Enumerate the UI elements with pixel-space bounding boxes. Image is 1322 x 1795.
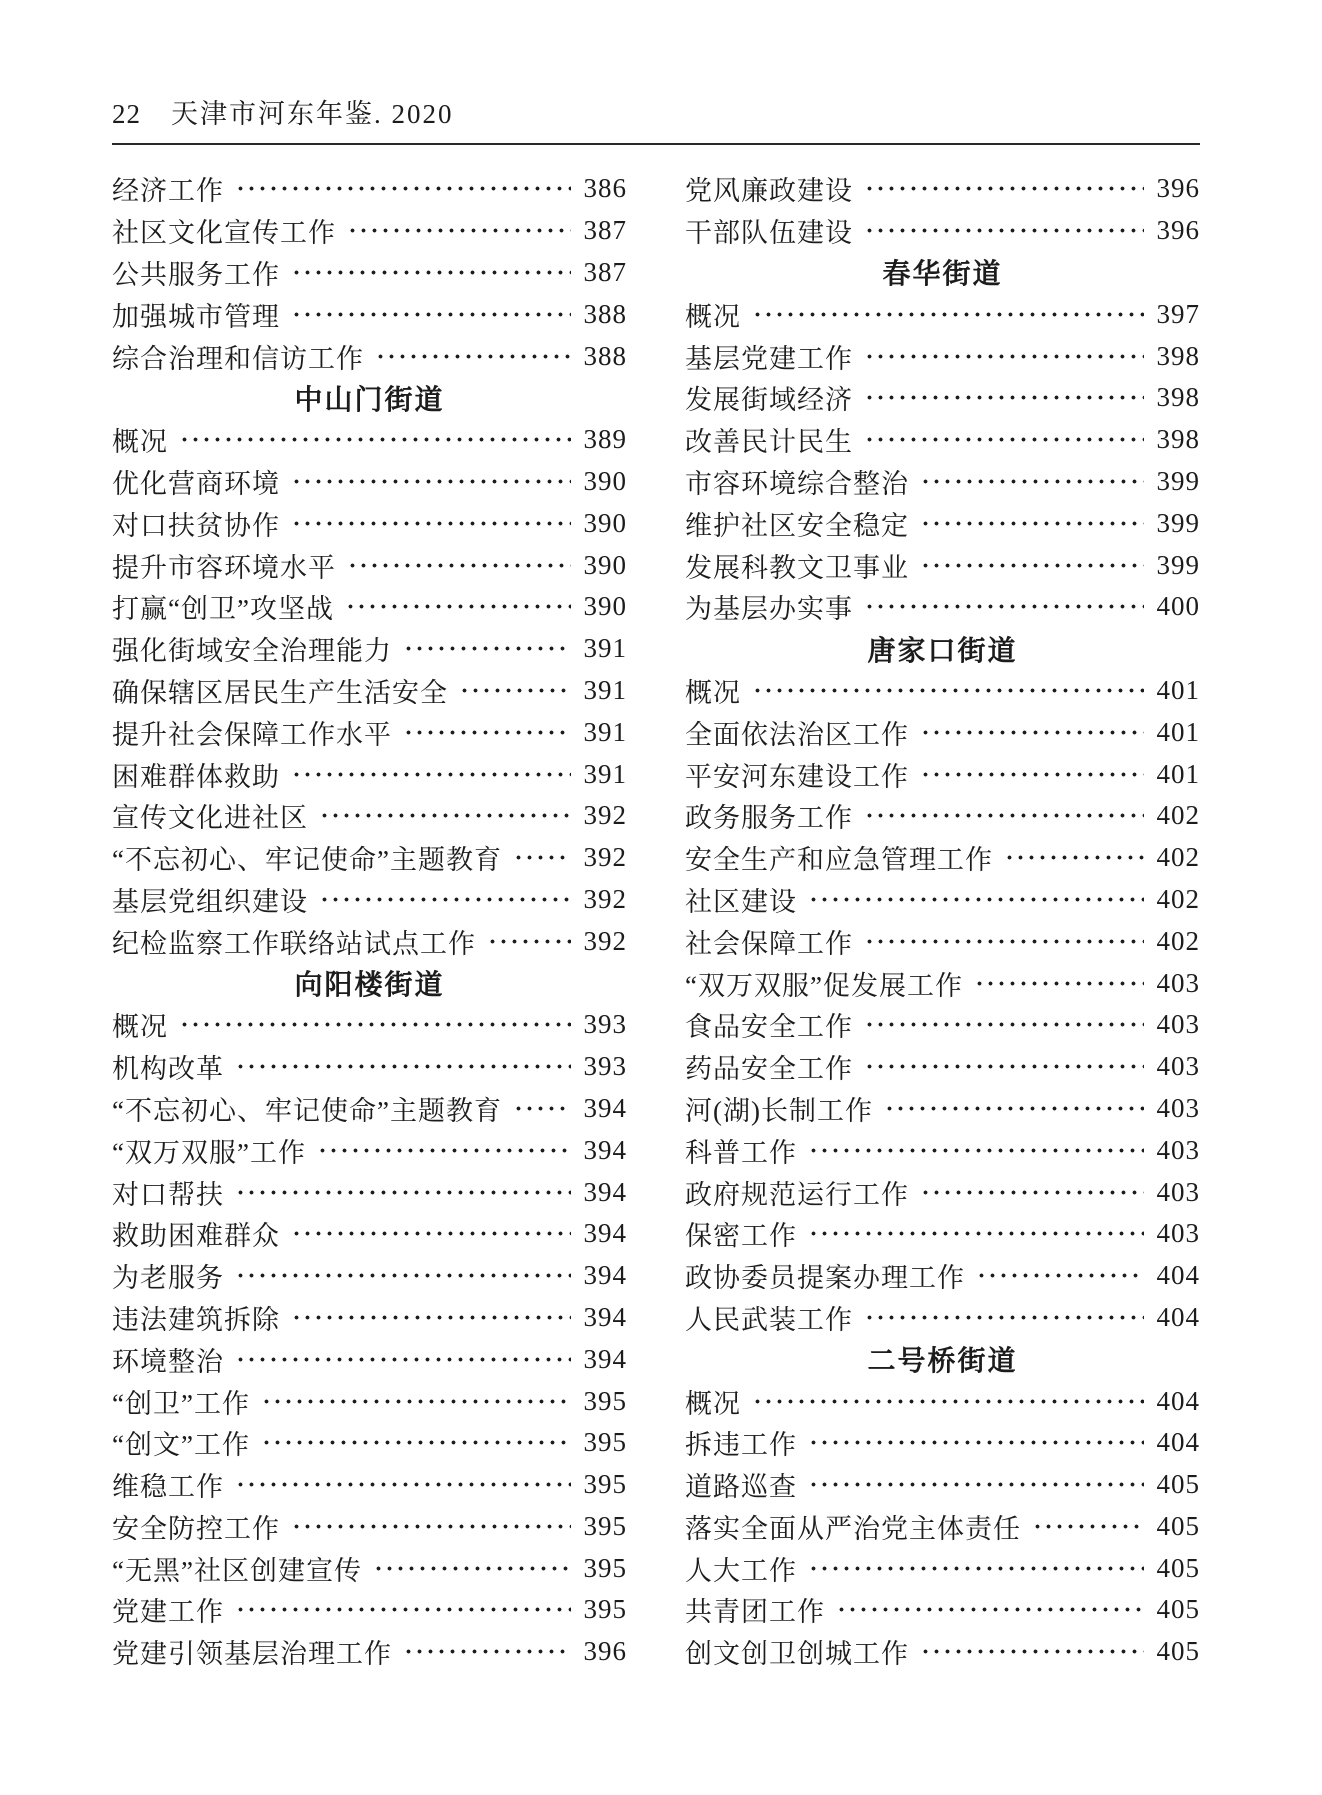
toc-entry-title: 机构改革 [112, 1054, 224, 1085]
toc-entry[interactable] [112, 1380, 627, 1422]
toc-entry[interactable] [112, 1297, 627, 1339]
dotted-leader [291, 252, 571, 294]
toc-entry[interactable] [685, 586, 1200, 628]
toc-entry-title: 概况 [112, 427, 168, 458]
toc-entry[interactable] [685, 753, 1200, 795]
toc-entry[interactable] [685, 1506, 1200, 1548]
toc-entry-title: 市容环境综合整治 [685, 468, 909, 499]
dotted-leader [808, 1213, 1144, 1255]
dotted-leader [864, 920, 1144, 962]
toc-entry-title: 政协委员提案办理工作 [685, 1263, 965, 1294]
toc-entry-title: 党风廉政建设 [685, 176, 853, 207]
toc-entry-page: 399 [1156, 507, 1200, 538]
toc-entry-page: 403 [1156, 1009, 1200, 1040]
dotted-leader [808, 1129, 1144, 1171]
dotted-leader [513, 1088, 571, 1130]
toc-entry[interactable] [112, 1589, 627, 1631]
toc-entry[interactable] [112, 670, 627, 712]
toc-entry[interactable] [112, 1213, 627, 1255]
toc-entry[interactable] [685, 210, 1200, 252]
toc-entry-page: 394 [583, 1218, 627, 1249]
table-of-contents [112, 168, 1200, 1673]
toc-entry-page: 392 [583, 883, 627, 914]
dotted-leader [459, 670, 571, 712]
toc-entry-title: 发展科教文卫事业 [685, 552, 909, 583]
toc-entry-title: 基层党组织建设 [112, 886, 308, 917]
toc-entry[interactable] [685, 795, 1200, 837]
toc-entry-page: 403 [1156, 1218, 1200, 1249]
toc-entry-page: 390 [583, 465, 627, 496]
toc-entry-title: 基层党建工作 [685, 343, 853, 374]
toc-entry-title: 强化街域安全治理能力 [112, 636, 392, 667]
toc-entry-page: 390 [583, 591, 627, 622]
toc-section-title: 二号桥街道 [867, 1345, 1018, 1377]
toc-entry-page: 400 [1156, 591, 1200, 622]
toc-entry-page: 391 [583, 674, 627, 705]
dotted-leader [235, 1255, 571, 1297]
dotted-leader [179, 1004, 571, 1046]
toc-entry-page: 404 [1156, 1260, 1200, 1291]
toc-entry[interactable] [685, 1213, 1200, 1255]
toc-entry-title: 宣传文化进社区 [112, 803, 308, 834]
toc-section-header [685, 628, 1200, 670]
toc-entry-page: 402 [1156, 842, 1200, 873]
toc-entry[interactable] [112, 210, 627, 252]
toc-entry[interactable] [685, 1171, 1200, 1213]
dotted-leader [403, 1631, 571, 1673]
toc-entry[interactable] [685, 837, 1200, 879]
toc-entry[interactable] [112, 335, 627, 377]
toc-section-header [112, 962, 627, 1004]
toc-entry-title: 优化营商环境 [112, 468, 280, 499]
toc-entry-title: 打赢“创卫”攻坚战 [112, 594, 334, 625]
toc-entry[interactable] [112, 879, 627, 921]
toc-entry-title: 概况 [685, 1388, 741, 1419]
toc-entry[interactable] [685, 293, 1200, 335]
toc-section-title: 向阳楼街道 [294, 969, 445, 1001]
toc-entry-page: 392 [583, 842, 627, 873]
toc-entry-page: 394 [583, 1301, 627, 1332]
toc-entry[interactable] [685, 502, 1200, 544]
toc-section-title: 中山门街道 [294, 383, 445, 415]
toc-section-title: 春华街道 [882, 258, 1003, 290]
toc-entry-page: 401 [1156, 674, 1200, 705]
dotted-leader [752, 1380, 1144, 1422]
dotted-leader [347, 544, 571, 586]
toc-entry-page: 391 [583, 633, 627, 664]
toc-entry-page: 394 [583, 1176, 627, 1207]
toc-entry-title: 概况 [685, 301, 741, 332]
toc-entry-title: 维稳工作 [112, 1472, 224, 1503]
dotted-leader [920, 1631, 1144, 1673]
toc-entry[interactable] [685, 1547, 1200, 1589]
toc-entry[interactable] [112, 1171, 627, 1213]
dotted-leader [487, 920, 571, 962]
toc-entry[interactable] [112, 1004, 627, 1046]
dotted-leader [864, 1046, 1144, 1088]
dotted-leader [808, 1422, 1144, 1464]
dotted-leader [808, 1547, 1144, 1589]
dotted-leader [373, 1547, 571, 1589]
toc-entry-title: 人大工作 [685, 1555, 797, 1586]
toc-entry-page: 405 [1156, 1469, 1200, 1500]
dotted-leader [235, 1589, 571, 1631]
toc-entry[interactable] [685, 544, 1200, 586]
toc-entry-title: “创文”工作 [112, 1430, 250, 1461]
toc-entry[interactable] [685, 1380, 1200, 1422]
dotted-leader [291, 293, 571, 335]
toc-entry-title: 拆违工作 [685, 1430, 797, 1461]
dotted-leader [345, 586, 571, 628]
dotted-leader [920, 711, 1144, 753]
toc-entry[interactable] [112, 1088, 627, 1130]
dotted-leader [864, 168, 1144, 210]
toc-entry-page: 398 [1156, 340, 1200, 371]
toc-entry-title: “双万双服”促发展工作 [685, 970, 963, 1001]
toc-entry[interactable] [112, 586, 627, 628]
dotted-leader [920, 461, 1144, 503]
toc-entry[interactable] [685, 1088, 1200, 1130]
dotted-leader [347, 210, 571, 252]
toc-entry-title: 干部队伍建设 [685, 218, 853, 249]
toc-entry-title: 共青团工作 [685, 1597, 825, 1628]
toc-entry-page: 391 [583, 758, 627, 789]
toc-entry[interactable] [112, 920, 627, 962]
toc-entry-page: 392 [583, 925, 627, 956]
toc-entry-title: 违法建筑拆除 [112, 1304, 280, 1335]
toc-column-left [112, 168, 627, 1673]
dotted-leader [864, 1004, 1144, 1046]
toc-entry[interactable] [112, 628, 627, 670]
toc-entry-page: 395 [583, 1594, 627, 1625]
dotted-leader [864, 210, 1144, 252]
toc-entry[interactable] [685, 1046, 1200, 1088]
toc-entry[interactable] [685, 920, 1200, 962]
toc-entry-page: 404 [1156, 1427, 1200, 1458]
toc-entry-title: 改善民计民生 [685, 427, 853, 458]
toc-entry[interactable] [685, 1464, 1200, 1506]
dotted-leader [864, 795, 1144, 837]
dotted-leader [1032, 1506, 1144, 1548]
toc-entry[interactable] [685, 879, 1200, 921]
toc-entry[interactable] [112, 1464, 627, 1506]
dotted-leader [403, 711, 571, 753]
dotted-leader [319, 879, 571, 921]
dotted-leader [864, 419, 1144, 461]
toc-entry-page: 405 [1156, 1510, 1200, 1541]
toc-entry-title: 社会保障工作 [685, 928, 853, 959]
toc-entry[interactable] [112, 419, 627, 461]
toc-entry-page: 402 [1156, 925, 1200, 956]
toc-entry-title: 创文创卫创城工作 [685, 1639, 909, 1670]
toc-entry[interactable] [112, 168, 627, 210]
toc-entry[interactable] [685, 1004, 1200, 1046]
toc-entry-page: 403 [1156, 1092, 1200, 1123]
dotted-leader [261, 1422, 571, 1464]
toc-entry-title: “不忘初心、牢记使命”主题教育 [112, 1095, 502, 1126]
toc-entry-page: 394 [583, 1092, 627, 1123]
toc-entry-page: 395 [583, 1385, 627, 1416]
toc-entry-page: 398 [1156, 382, 1200, 413]
toc-entry-title: 人民武装工作 [685, 1304, 853, 1335]
toc-entry[interactable] [112, 1506, 627, 1548]
toc-entry-title: 安全生产和应急管理工作 [685, 845, 993, 876]
toc-entry[interactable] [112, 1255, 627, 1297]
toc-entry-page: 405 [1156, 1594, 1200, 1625]
toc-entry[interactable] [112, 1046, 627, 1088]
toc-entry[interactable] [112, 795, 627, 837]
toc-entry-title: 安全防控工作 [112, 1513, 280, 1544]
dotted-leader [752, 670, 1144, 712]
toc-entry-title: 为基层办实事 [685, 594, 853, 625]
toc-entry-page: 389 [583, 424, 627, 455]
toc-entry-title: 综合治理和信访工作 [112, 343, 364, 374]
dotted-leader [235, 1338, 571, 1380]
toc-entry-title: 加强城市管理 [112, 301, 280, 332]
toc-section-header [112, 377, 627, 419]
toc-entry-page: 386 [583, 173, 627, 204]
dotted-leader [403, 628, 571, 670]
toc-entry-page: 405 [1156, 1636, 1200, 1667]
toc-entry-page: 392 [583, 800, 627, 831]
toc-entry-page: 395 [583, 1552, 627, 1583]
dotted-leader [864, 586, 1144, 628]
toc-entry-page: 396 [583, 1636, 627, 1667]
toc-entry-title: 提升社会保障工作水平 [112, 719, 392, 750]
dotted-leader [1004, 837, 1144, 879]
dotted-leader [317, 1129, 571, 1171]
toc-entry-page: 399 [1156, 465, 1200, 496]
toc-entry[interactable] [685, 711, 1200, 753]
toc-entry[interactable] [112, 502, 627, 544]
toc-entry[interactable] [685, 1631, 1200, 1673]
toc-entry-title: 政府规范运行工作 [685, 1179, 909, 1210]
dotted-leader [920, 502, 1144, 544]
toc-entry-title: 概况 [112, 1012, 168, 1043]
toc-entry[interactable] [685, 419, 1200, 461]
dotted-leader [513, 837, 571, 879]
toc-entry-title: 党建引领基层治理工作 [112, 1639, 392, 1670]
toc-entry[interactable] [112, 753, 627, 795]
dotted-leader [974, 962, 1144, 1004]
toc-entry[interactable] [685, 461, 1200, 503]
toc-entry[interactable] [112, 544, 627, 586]
toc-entry[interactable] [685, 1255, 1200, 1297]
dotted-leader [836, 1589, 1144, 1631]
toc-entry-title: 道路巡查 [685, 1472, 797, 1503]
toc-entry-page: 395 [583, 1510, 627, 1541]
toc-entry[interactable] [685, 335, 1200, 377]
dotted-leader [884, 1088, 1144, 1130]
toc-entry-title: 公共服务工作 [112, 259, 280, 290]
book-title: 天津市河东年鉴. 2020 [171, 99, 454, 129]
toc-entry[interactable] [685, 377, 1200, 419]
dotted-leader [920, 753, 1144, 795]
toc-entry-title: 平安河东建设工作 [685, 761, 909, 792]
toc-entry-page: 399 [1156, 549, 1200, 580]
toc-entry[interactable] [685, 1129, 1200, 1171]
toc-entry-title: 救助困难群众 [112, 1221, 280, 1252]
toc-entry-title: 经济工作 [112, 176, 224, 207]
toc-entry-page: 403 [1156, 967, 1200, 998]
toc-entry-title: 全面依法治区工作 [685, 719, 909, 750]
toc-entry-title: 确保辖区居民生产生活安全 [112, 677, 448, 708]
toc-entry-page: 396 [1156, 215, 1200, 246]
toc-entry-title: 发展街域经济 [685, 385, 853, 416]
toc-entry-page: 401 [1156, 758, 1200, 789]
toc-entry-title: 药品安全工作 [685, 1054, 853, 1085]
dotted-leader [920, 544, 1144, 586]
toc-entry-title: 党建工作 [112, 1597, 224, 1628]
toc-entry-title: “创卫”工作 [112, 1388, 250, 1419]
dotted-leader [179, 419, 571, 461]
page-header [112, 92, 1200, 145]
toc-entry-page: 391 [583, 716, 627, 747]
toc-entry-title: 社区建设 [685, 886, 797, 917]
toc-entry[interactable] [112, 1129, 627, 1171]
toc-entry[interactable] [112, 252, 627, 294]
toc-entry-page: 402 [1156, 800, 1200, 831]
toc-entry-title: 社区文化宣传工作 [112, 218, 336, 249]
toc-entry[interactable] [112, 1631, 627, 1673]
toc-entry-title: 对口帮扶 [112, 1179, 224, 1210]
dotted-leader [291, 1297, 571, 1339]
dotted-leader [291, 461, 571, 503]
toc-section-title: 唐家口街道 [867, 634, 1018, 666]
toc-entry-page: 405 [1156, 1552, 1200, 1583]
toc-entry-page: 403 [1156, 1134, 1200, 1165]
toc-entry[interactable] [112, 711, 627, 753]
toc-entry-page: 390 [583, 549, 627, 580]
toc-entry-page: 403 [1156, 1176, 1200, 1207]
toc-entry-title: “双万双服”工作 [112, 1137, 306, 1168]
dotted-leader [808, 1464, 1144, 1506]
toc-entry-title: 保密工作 [685, 1221, 797, 1252]
dotted-leader [291, 1213, 571, 1255]
toc-entry-page: 403 [1156, 1051, 1200, 1082]
toc-entry-page: 398 [1156, 424, 1200, 455]
dotted-leader [291, 753, 571, 795]
toc-entry[interactable] [112, 461, 627, 503]
toc-entry[interactable] [685, 1589, 1200, 1631]
toc-entry-page: 394 [583, 1260, 627, 1291]
toc-entry-page: 393 [583, 1009, 627, 1040]
toc-entry-title: 为老服务 [112, 1263, 224, 1294]
toc-entry-title: 提升市容环境水平 [112, 552, 336, 583]
toc-entry-page: 394 [583, 1134, 627, 1165]
dotted-leader [235, 1171, 571, 1213]
toc-entry[interactable] [685, 962, 1200, 1004]
toc-entry-page: 404 [1156, 1385, 1200, 1416]
toc-entry-title: 科普工作 [685, 1137, 797, 1168]
toc-section-header [685, 252, 1200, 294]
toc-entry-title: 概况 [685, 677, 741, 708]
toc-entry-page: 404 [1156, 1301, 1200, 1332]
toc-entry[interactable] [112, 1422, 627, 1464]
toc-entry[interactable] [685, 168, 1200, 210]
toc-entry-page: 390 [583, 507, 627, 538]
toc-entry[interactable] [112, 1547, 627, 1589]
toc-entry-page: 387 [583, 256, 627, 287]
dotted-leader [864, 1297, 1144, 1339]
toc-section-header [685, 1338, 1200, 1380]
dotted-leader [319, 795, 571, 837]
toc-entry-title: 食品安全工作 [685, 1012, 853, 1043]
toc-entry-title: 环境整治 [112, 1346, 224, 1377]
toc-entry-page: 388 [583, 298, 627, 329]
toc-column-right [685, 168, 1200, 1673]
toc-entry-title: 纪检监察工作联络站试点工作 [112, 928, 476, 959]
dotted-leader [235, 168, 571, 210]
toc-entry[interactable] [112, 293, 627, 335]
toc-entry-title: “不忘初心、牢记使命”主题教育 [112, 845, 502, 876]
toc-entry-title: 落实全面从严治党主体责任 [685, 1513, 1021, 1544]
dotted-leader [864, 377, 1144, 419]
toc-entry-page: 402 [1156, 883, 1200, 914]
toc-entry-page: 387 [583, 215, 627, 246]
toc-entry-title: 维护社区安全稳定 [685, 510, 909, 541]
toc-entry-page: 394 [583, 1343, 627, 1374]
dotted-leader [752, 293, 1144, 335]
dotted-leader [920, 1171, 1144, 1213]
dotted-leader [235, 1046, 571, 1088]
dotted-leader [375, 335, 571, 377]
toc-entry[interactable] [685, 1297, 1200, 1339]
toc-entry-page: 401 [1156, 716, 1200, 747]
toc-entry-page: 388 [583, 340, 627, 371]
toc-entry-page: 396 [1156, 173, 1200, 204]
toc-entry-title: 困难群体救助 [112, 761, 280, 792]
toc-entry-title: 政务服务工作 [685, 803, 853, 834]
dotted-leader [864, 335, 1144, 377]
dotted-leader [291, 502, 571, 544]
dotted-leader [291, 1506, 571, 1548]
toc-entry-page: 393 [583, 1051, 627, 1082]
folio-page-number: 22 [112, 99, 141, 129]
toc-entry-page: 395 [583, 1427, 627, 1458]
toc-entry[interactable] [112, 1338, 627, 1380]
toc-entry[interactable] [685, 1422, 1200, 1464]
toc-entry[interactable] [685, 670, 1200, 712]
toc-entry[interactable] [112, 837, 627, 879]
toc-entry-title: 对口扶贫协作 [112, 510, 280, 541]
dotted-leader [976, 1255, 1144, 1297]
dotted-leader [235, 1464, 571, 1506]
dotted-leader [261, 1380, 571, 1422]
toc-entry-title: “无黑”社区创建宣传 [112, 1555, 362, 1586]
toc-entry-page: 397 [1156, 298, 1200, 329]
toc-entry-page: 395 [583, 1469, 627, 1500]
dotted-leader [808, 879, 1144, 921]
toc-entry-title: 河(湖)长制工作 [685, 1095, 873, 1126]
